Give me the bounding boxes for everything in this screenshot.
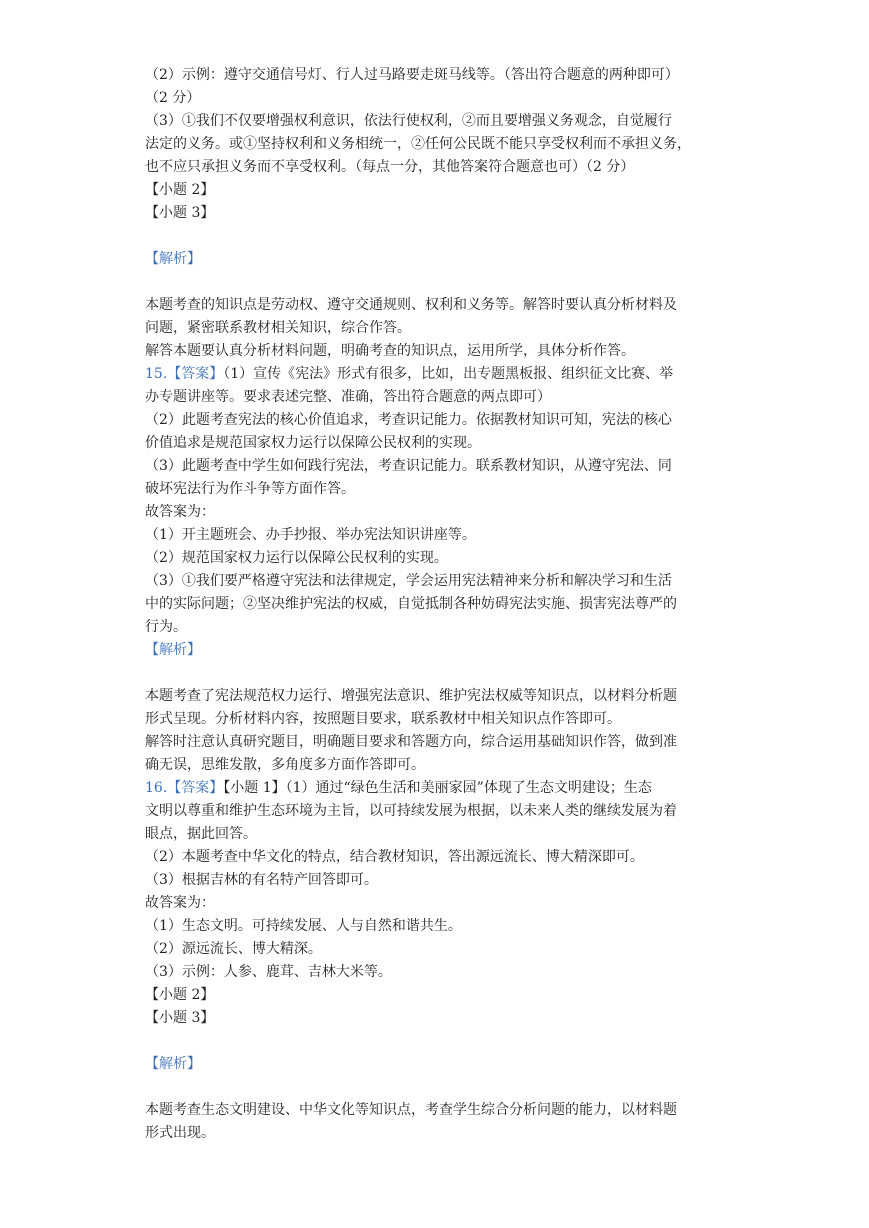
answer-line: 办专题讲座等。要求表述完整、准确，答出符合题意的两点即可） [145, 389, 551, 405]
answer-line: （1）开主题班会、办手抄报、举办宪法知识讲座等。 [145, 527, 476, 543]
answer-line: （3）根据吉林的有名特产回答即可。 [145, 872, 378, 888]
subquestion-label: 【小题 3】 [145, 1010, 215, 1026]
answer-line: （2 分） [145, 90, 201, 106]
answer-text: （1）宣传《宪法》形式有很多，比如，出专题黑板报、组织征文比赛、举 [223, 366, 674, 382]
document-page [145, 64, 725, 1145]
spacer [145, 271, 725, 294]
answer-line: 故答案为： [145, 504, 215, 520]
answer-line: 行为。 [145, 619, 187, 635]
analysis-line: 形式出现。 [145, 1125, 215, 1141]
answer-line: （2）规范国家权力运行以保障公民权利的实现。 [145, 550, 448, 566]
question-16-answer-label: 16.【答案】 [145, 780, 224, 796]
question-16-answer-line [145, 777, 725, 800]
analysis-line: 本题考查了宪法规范权力运行、增强宪法意识、维护宪法权威等知识点，以材料分析题 [145, 688, 677, 704]
analysis-line: 本题考查生态文明建设、中华文化等知识点，考查学生综合分析问题的能力，以材料题 [145, 1102, 677, 1118]
analysis-label: 【解析】 [145, 642, 201, 658]
answer-line: （3）示例：人参、鹿茸、吉林大米等。 [145, 964, 392, 980]
answer-line: 眼点，据此回答。 [145, 826, 257, 842]
answer-line: 价值追求是规范国家权力运行以保障公民权利的实现。 [145, 435, 481, 451]
answer-line: （2）本题考查中华文化的特点，结合教材知识，答出源远流长、博大精深即可。 [145, 849, 644, 865]
spacer [145, 662, 725, 685]
analysis-line: 解答时注意认真研究题目，明确题目要求和答题方向，综合运用基础知识作答，做到准 [145, 734, 677, 750]
answer-line: （3）①我们要严格遵守宪法和法律规定，学会运用宪法精神来分析和解决学习和生活 [145, 573, 672, 589]
analysis-line: 解答本题要认真分析材料问题，明确考查的知识点，运用所学，具体分析作答。 [145, 343, 635, 359]
spacer [145, 1030, 725, 1053]
answer-line: （2）源远流长、博大精深。 [145, 941, 322, 957]
analysis-line: 问题，紧密联系教材相关知识，综合作答。 [145, 320, 411, 336]
answer-line: 文明以尊重和维护生态环境为主旨，以可持续发展为根据，以未来人类的继续发展为着 [145, 803, 677, 819]
answer-line: 故答案为： [145, 895, 215, 911]
answer-text: 【小题 1】（1）通过“绿色生活和美丽家园”体现了生态文明建设；生态 [223, 780, 652, 796]
spacer [145, 1076, 725, 1099]
answer-line: 也不应只承担义务而不享受权利。（每点一分，其他答案符合题意也可）（2 分） [145, 159, 635, 175]
question-15-answer-label: 15.【答案】 [145, 366, 224, 382]
question-15-answer-line [145, 363, 725, 386]
answer-line: （2）示例：遵守交通信号灯、行人过马路要走斑马线等。（答出符合题意的两种即可） [145, 67, 679, 83]
subquestion-label: 【小题 2】 [145, 182, 215, 198]
answer-line: 法定的义务。或①坚持权利和义务相统一，②任何公民既不能只享受权利而不承担义务， [145, 136, 691, 152]
subquestion-label: 【小题 2】 [145, 987, 215, 1003]
answer-line: （3）此题考查中学生如何践行宪法，考查识记能力。联系教材知识，从遵守宪法、同 [145, 458, 672, 474]
subquestion-label: 【小题 3】 [145, 205, 215, 221]
answer-line: 中的实际问题；②坚决维护宪法的权威，自觉抵制各种妨碍宪法实施、损害宪法尊严的 [145, 596, 677, 612]
analysis-label: 【解析】 [145, 251, 201, 267]
answer-line: 破坏宪法行为作斗争等方面作答。 [145, 481, 355, 497]
analysis-label: 【解析】 [145, 1056, 201, 1072]
answer-line: （3）①我们不仅要增强权利意识，依法行使权利，②而且要增强义务观念，自觉履行 [145, 113, 672, 129]
answer-line: （1）生态文明。可持续发展、人与自然和谐共生。 [145, 918, 462, 934]
answer-line: （2）此题考查宪法的核心价值追求，考查识记能力。依据教材知识可知，宪法的核心 [145, 412, 672, 428]
analysis-line: 本题考查的知识点是劳动权、遵守交通规则、权利和义务等。解答时要认真分析材料及 [145, 297, 677, 313]
analysis-line: 确无误，思维发散，多角度多方面作答即可。 [145, 757, 425, 773]
spacer [145, 225, 725, 248]
analysis-line: 形式呈现。分析材料内容，按照题目要求，联系教材中相关知识点作答即可。 [145, 711, 621, 727]
